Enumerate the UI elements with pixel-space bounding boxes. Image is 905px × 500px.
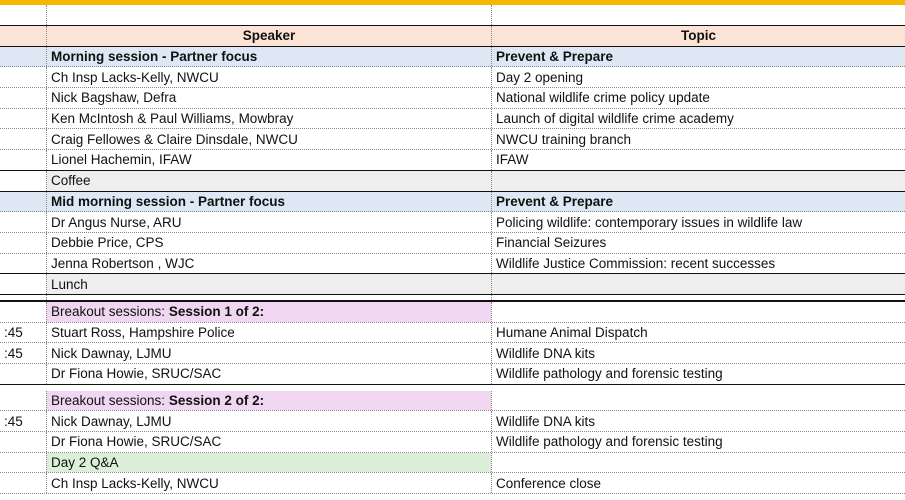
topic-cell[interactable]: IFAW <box>491 150 905 170</box>
speaker-cell[interactable]: Day 2 Q&A <box>46 453 491 473</box>
speaker-cell[interactable]: Nick Dawnay, LJMU <box>46 343 491 363</box>
speaker-cell[interactable]: Lunch <box>46 274 491 294</box>
topic-cell[interactable]: Wildlife Justice Commission: recent successes <box>491 254 905 274</box>
time-cell[interactable] <box>0 432 46 452</box>
speaker-cell[interactable]: Nick Dawnay, LJMU <box>46 411 491 431</box>
table-row <box>0 302 905 323</box>
agenda-sheet-grid <box>0 5 905 494</box>
table-row <box>0 323 905 344</box>
time-cell[interactable] <box>0 171 46 191</box>
table-row <box>0 473 905 494</box>
header-row <box>0 26 905 47</box>
speaker-cell[interactable]: Ken McIntosh & Paul Williams, Mowbray <box>46 109 491 129</box>
topic-cell[interactable]: Policing wildlife: contemporary issues in wildlife law <box>491 212 905 232</box>
topic-cell[interactable]: Financial Seizures <box>491 233 905 253</box>
breakout-session-label: Session 2 of 2: <box>168 393 265 409</box>
breakout-title-cell[interactable] <box>46 302 491 322</box>
cell[interactable] <box>46 5 491 25</box>
breakout-prefix: Breakout sessions: <box>51 304 169 320</box>
cell[interactable] <box>491 5 905 25</box>
speaker-cell[interactable]: Morning session - Partner focus <box>46 47 491 67</box>
topic-cell[interactable]: Humane Animal Dispatch <box>491 323 905 343</box>
table-row <box>0 129 905 150</box>
table-row <box>0 150 905 171</box>
table-row <box>0 67 905 88</box>
table-row <box>0 254 905 275</box>
time-cell[interactable] <box>0 302 46 322</box>
table-row <box>0 364 905 385</box>
speaker-cell[interactable]: Nick Bagshaw, Defra <box>46 88 491 108</box>
header-time-cell[interactable] <box>0 26 46 46</box>
time-cell[interactable] <box>0 212 46 232</box>
table-row <box>0 233 905 254</box>
time-cell[interactable] <box>0 254 46 274</box>
speaker-cell[interactable]: Ch Insp Lacks-Kelly, NWCU <box>46 473 491 493</box>
speaker-cell[interactable]: Lionel Hachemin, IFAW <box>46 150 491 170</box>
header-speaker-cell[interactable]: Speaker <box>46 26 491 46</box>
speaker-cell[interactable]: Jenna Robertson , WJC <box>46 254 491 274</box>
topic-cell[interactable]: Conference close <box>491 473 905 493</box>
time-cell[interactable]: :45 <box>4 345 23 361</box>
breakout-session-label: Session 1 of 2: <box>168 304 265 320</box>
speaker-cell[interactable]: Coffee <box>46 171 491 191</box>
topic-cell[interactable]: National wildlife crime policy update <box>491 88 905 108</box>
speaker-cell[interactable]: Stuart Ross, Hampshire Police <box>46 323 491 343</box>
time-cell[interactable]: :45 <box>4 413 23 429</box>
table-row <box>0 274 905 295</box>
table-row <box>0 391 905 412</box>
topic-cell[interactable]: Wildlife DNA kits <box>491 411 905 431</box>
table-row <box>0 432 905 453</box>
time-cell[interactable] <box>0 192 46 212</box>
breakout-prefix: Breakout sessions: <box>51 393 169 409</box>
table-row <box>0 192 905 213</box>
table-row <box>0 109 905 130</box>
time-cell[interactable] <box>0 47 46 67</box>
topic-cell[interactable] <box>491 302 905 322</box>
table-row <box>0 171 905 192</box>
time-cell[interactable] <box>0 150 46 170</box>
speaker-cell[interactable]: Dr Angus Nurse, ARU <box>46 212 491 232</box>
cell[interactable] <box>0 5 46 25</box>
speaker-cell[interactable]: Mid morning session - Partner focus <box>46 192 491 212</box>
blank-row <box>0 5 905 26</box>
time-cell[interactable] <box>0 233 46 253</box>
time-cell <box>0 295 46 300</box>
time-cell[interactable]: :45 <box>4 324 23 340</box>
topic-cell[interactable]: Wildlife DNA kits <box>491 343 905 363</box>
topic-cell[interactable] <box>491 274 905 294</box>
time-cell[interactable] <box>0 364 46 384</box>
breakout-title-cell[interactable] <box>46 391 491 411</box>
topic-cell[interactable]: Launch of digital wildlife crime academy <box>491 109 905 129</box>
speaker-cell[interactable]: Dr Fiona Howie, SRUC/SAC <box>46 364 491 384</box>
time-cell[interactable] <box>0 67 46 87</box>
speaker-cell <box>46 295 491 300</box>
spacer-row <box>0 295 905 302</box>
topic-cell[interactable] <box>491 391 905 411</box>
topic-cell[interactable]: Wildlife pathology and forensic testing <box>491 364 905 384</box>
table-row <box>0 212 905 233</box>
time-cell[interactable] <box>0 129 46 149</box>
topic-cell <box>491 295 905 300</box>
topic-cell[interactable]: Prevent & Prepare <box>491 192 905 212</box>
table-row <box>0 343 905 364</box>
topic-cell[interactable]: Day 2 opening <box>491 67 905 87</box>
topic-cell[interactable] <box>491 171 905 191</box>
time-cell[interactable] <box>0 274 46 294</box>
table-row <box>0 411 905 432</box>
time-cell[interactable] <box>0 453 46 473</box>
topic-cell[interactable]: NWCU training branch <box>491 129 905 149</box>
speaker-cell[interactable]: Debbie Price, CPS <box>46 233 491 253</box>
time-cell[interactable] <box>0 109 46 129</box>
time-cell[interactable] <box>0 473 46 493</box>
speaker-cell[interactable]: Ch Insp Lacks-Kelly, NWCU <box>46 67 491 87</box>
speaker-cell[interactable]: Dr Fiona Howie, SRUC/SAC <box>46 432 491 452</box>
topic-cell[interactable]: Wildlife pathology and forensic testing <box>491 432 905 452</box>
table-row <box>0 453 905 474</box>
speaker-cell[interactable]: Craig Fellowes & Claire Dinsdale, NWCU <box>46 129 491 149</box>
header-topic-cell[interactable]: Topic <box>491 26 905 46</box>
topic-cell[interactable]: Prevent & Prepare <box>491 47 905 67</box>
time-cell[interactable] <box>0 391 46 411</box>
topic-cell[interactable] <box>491 453 905 473</box>
table-row <box>0 47 905 68</box>
time-cell[interactable] <box>0 88 46 108</box>
table-row <box>0 88 905 109</box>
